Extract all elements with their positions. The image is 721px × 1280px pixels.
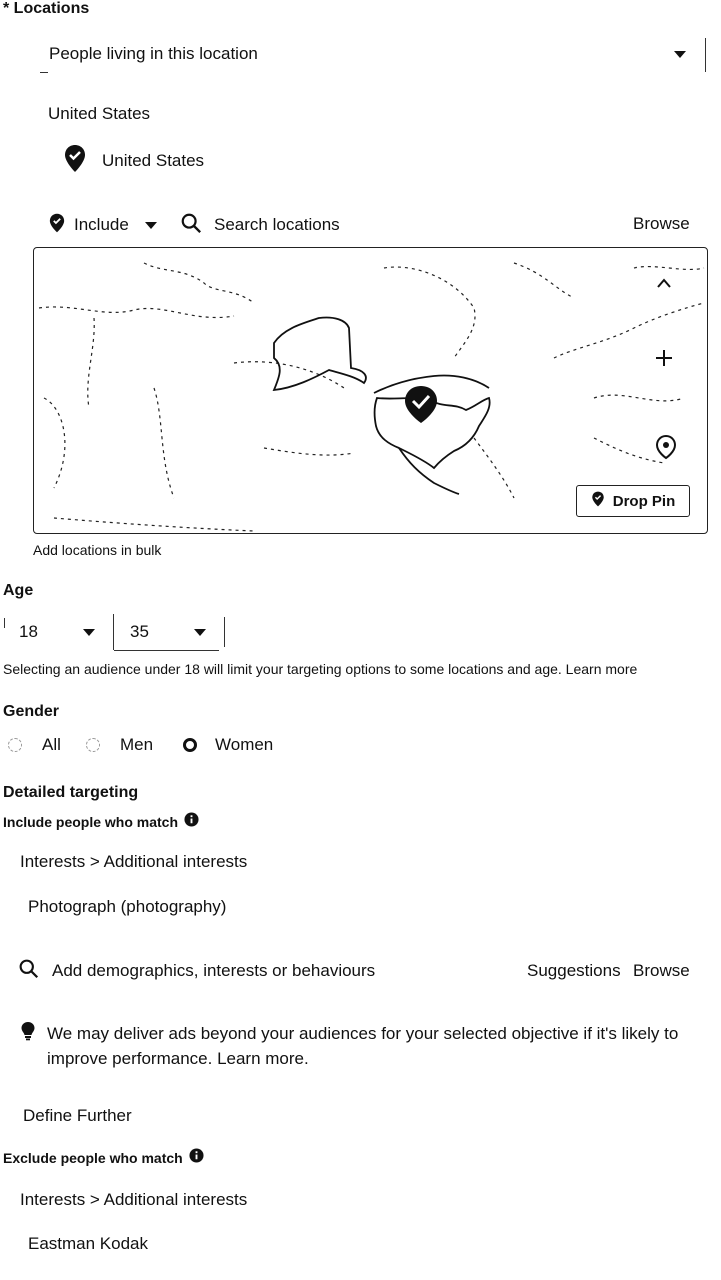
- map-collapse-icon[interactable]: [656, 276, 672, 294]
- detailed-targeting-title: Detailed targeting: [3, 784, 139, 801]
- age-note: Selecting an audience under 18 will limit your targeting options to some locations and age. Learn more: [3, 661, 638, 677]
- location-map[interactable]: [33, 247, 708, 534]
- exclude-match-label: Exclude people who match: [3, 1150, 183, 1166]
- location-search[interactable]: [180, 212, 340, 238]
- search-icon: [180, 212, 202, 239]
- detailed-search[interactable]: [18, 958, 375, 984]
- gender-option-men[interactable]: [86, 733, 153, 757]
- define-further-button[interactable]: Define Further: [23, 1106, 132, 1125]
- radio-all[interactable]: [8, 738, 22, 752]
- location-pin-icon: [62, 144, 88, 179]
- gender-men-label: Men: [120, 735, 154, 754]
- info-icon[interactable]: [184, 812, 199, 832]
- radio-men[interactable]: [86, 738, 100, 752]
- select-divider: [224, 617, 225, 647]
- gender-option-all[interactable]: [8, 733, 61, 757]
- locations-browse-link[interactable]: Browse: [633, 214, 690, 233]
- exclude-category: Interests > Additional interests: [20, 1190, 248, 1209]
- radio-women-selected[interactable]: [183, 738, 197, 752]
- select-divider: [705, 38, 706, 72]
- location-type-select[interactable]: [40, 38, 710, 74]
- chevron-down-icon: [194, 629, 206, 636]
- lightbulb-icon: [20, 1021, 36, 1046]
- info-icon[interactable]: [189, 1148, 204, 1168]
- age-title: Age: [3, 582, 34, 599]
- selected-location-label: United States: [102, 151, 205, 170]
- pin-icon: [48, 213, 66, 238]
- gender-option-women[interactable]: [183, 733, 273, 757]
- drop-pin-label: Drop Pin: [612, 492, 676, 510]
- select-underline: [114, 650, 219, 651]
- search-icon: [18, 958, 39, 984]
- exclude-match-header: [3, 1148, 204, 1168]
- include-interest-item[interactable]: Photograph (photography): [28, 897, 227, 916]
- locations-title: * Locations: [3, 0, 90, 17]
- gender-all-label: All: [42, 735, 61, 754]
- include-label: Include: [74, 215, 129, 234]
- chevron-down-icon: [674, 51, 686, 58]
- add-locations-bulk-link[interactable]: Add locations in bulk: [33, 542, 162, 558]
- gender-women-label: Women: [215, 735, 274, 754]
- include-match-label: Include people who match: [3, 814, 179, 830]
- exclude-interest-item[interactable]: Eastman Kodak: [28, 1234, 149, 1253]
- location-group-label: United States: [48, 104, 151, 123]
- age-max-value: 35: [130, 622, 149, 641]
- location-search-input[interactable]: Search locations: [214, 215, 340, 234]
- detailed-browse-link[interactable]: Browse: [633, 961, 690, 980]
- chevron-down-icon: [83, 629, 95, 636]
- select-underline: [40, 72, 48, 73]
- age-min-value: 18: [19, 622, 38, 641]
- include-category: Interests > Additional interests: [20, 852, 248, 871]
- selected-location[interactable]: [62, 146, 204, 176]
- zoom-in-icon[interactable]: [654, 348, 674, 373]
- gender-title: Gender: [3, 703, 60, 720]
- location-type-value: People living in this location: [49, 44, 258, 63]
- suggestions-link[interactable]: Suggestions: [527, 961, 621, 980]
- include-dropdown[interactable]: [48, 212, 157, 238]
- age-min-select[interactable]: [4, 614, 112, 650]
- pin-icon: [591, 491, 605, 511]
- include-match-header: [3, 812, 199, 832]
- map-marker-us: [405, 386, 437, 423]
- select-tick: [4, 618, 5, 628]
- performance-notice: We may deliver ads beyond your audiences for your selected objective if it's likely to improve performance. Learn more.: [47, 1024, 679, 1068]
- age-max-select[interactable]: [114, 614, 226, 650]
- chevron-down-icon: [145, 222, 157, 229]
- detailed-search-input[interactable]: Add demographics, interests or behaviours: [52, 961, 376, 980]
- drop-pin-button[interactable]: [576, 485, 690, 517]
